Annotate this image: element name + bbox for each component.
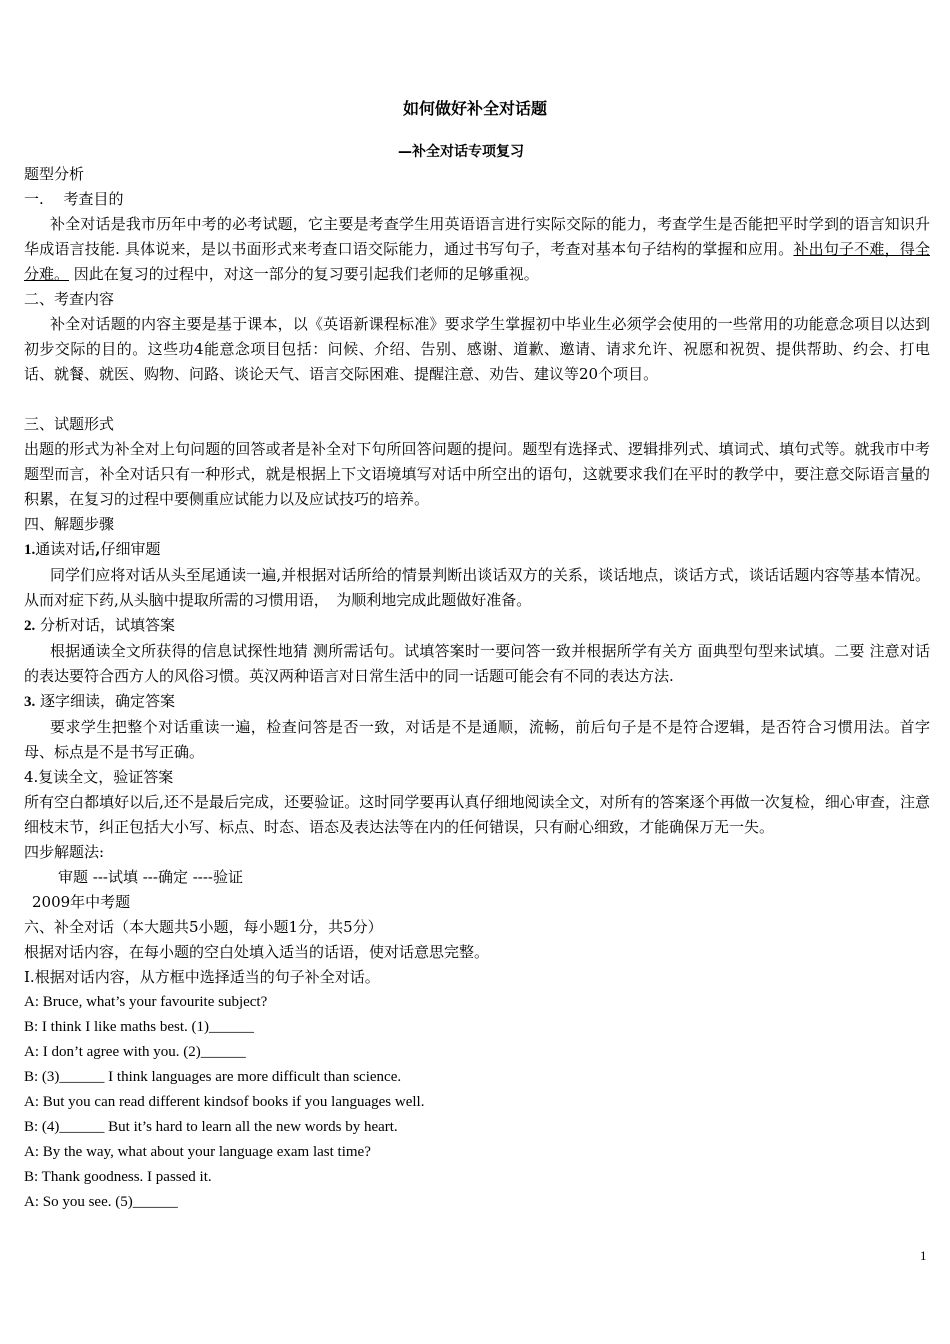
dialogue-line: A: Bruce, what’s your favourite subject? [24,994,268,1010]
exam-year: 2009年中考题 [32,893,131,911]
step-number: 3. [24,694,36,710]
dialogue-line: B: I think I like maths best. (1)______ [24,1019,254,1035]
step-title: 分析对话，试填答案 [35,616,176,634]
paragraph [24,212,930,287]
paragraph: 所有空白都填好以后,还不是最后完成，还要验证。这时同学要再认真仔细地阅读全文，对所有的答案逐个再做一次复检，细心审查，注意细枝末节，纠正包括大小写、标点、时态、语态及表达法等在内的任何错误，只有耐心细致，才能确保万无一失。 [24,793,930,836]
blank-line [24,387,930,412]
dialogue-line: A: So you see. (5)______ [24,1194,178,1210]
dialogue [24,990,930,1215]
paragraph: 同学们应将对话从头至尾通读一遍,并根据对话所给的情景判断出谈话双方的关系，谈话地点，谈话方式，谈话话题内容等基本情况。从而对症下药,从头脑中提取所需的习惯用语， 为顺利地完成此题做好准备。 [24,566,930,609]
step-heading: 4.复读全文，验证答案 [24,768,174,786]
dialogue-line: A: I don’t agree with you. (2)______ [24,1044,246,1060]
dialogue-line: B: Thank goodness. I passed it. [24,1169,212,1185]
step-number: 2. [24,618,36,634]
document-title: 如何做好补全对话题 [402,99,547,118]
step-title-sep: , [95,540,101,558]
section-heading: 题型分析 [24,165,85,183]
step-heading [24,689,930,715]
step-title: 逐字细读，确定答案 [35,692,176,710]
step-title: 仔细审题 [100,540,161,558]
section-heading: 二、考查内容 [24,290,115,308]
question-heading: 六、补全对话（本大题共5小题，每小题1分，共5分） [24,918,383,936]
dialogue-line: B: (4)______ But it’s hard to learn all the new words by heart. [24,1119,398,1135]
section-heading: 四、解题步骤 [24,515,115,533]
step-number: 1. [24,542,36,558]
step-title: 通读对话 [35,540,96,558]
paragraph: 补全对话题的内容主要是基于课本，以《英语新课程标准》要求学生掌握初中毕业生必须学会使用的一些常用的功能意念项目以达到初步交际的目的。这些功4能意念项目包括：问候、介绍、告别、感谢、道歉、邀请、请求允许、祝愿和祝贺、提供帮助、约会、打电话、就餐、就医、购物、问路、谈论天气、语言交际困难、提醒注意、劝告、建议等20个项目。 [24,315,930,383]
paragraph-text: 因此在复习的过程中，对这一部分的复习要引起我们老师的足够重视。 [69,265,539,283]
paragraph: 出题的形式为补全对上句问题的回答或者是补全对下句所回答问题的提问。题型有选择式、逻辑排列式、填词式、填句式等。就我市中考题型而言，补全对话只有一种形式，就是根据上下文语境填写对话中所空出的语句，这就要求我们在平时的教学中，要注意交际语言量的积累，在复习的过程中要侧重应试能力以及应试技巧的培养。 [24,440,930,508]
section-heading: 三、试题形式 [24,415,115,433]
underlined-text: 补出句子不难，得全分难。 [24,240,930,283]
step-heading [24,613,930,639]
document-body [24,162,930,1215]
paragraph-text: 补全对话是我市历年中考的必考试题，它主要是考查学生用英语语言进行实际交际的能力，考查学生是否能把平时学到的语言知识升华成语言技能. 具体说来，是以书面形式来考查口语交际能力，通过书写句子，考查对基本句子结构的掌握和应用。 [24,215,930,258]
document-subtitle: —补全对话专项复习 [398,144,524,160]
page-number: 1 [920,1248,927,1263]
four-steps-line: 审题 ---试填 ---确定 ----验证 [58,868,243,886]
section-heading: 一. 考查目的 [24,190,124,208]
paragraph: 要求学生把整个对话重读一遍，检查问答是否一致，对话是不是通顺，流畅，前后句子是不是符合逻辑，是否符合习惯用法。首字母、标点是不是书写正确。 [24,718,930,761]
paragraph: 根据通读全文所获得的信息试探性地猜 测所需话句。试填答案时一要问答一致并根据所学有关方 面典型句型来试填。二要 注意对话的表达要符合西方人的风俗习惯。英汉两种语言对日常生活中的同一话题可能会有不同的表达方法. [24,642,930,685]
section-heading: 四步解题法: [24,843,105,861]
question-instruction: 根据对话内容，在每小题的空白处填入适当的话语，使对话意思完整。 [24,943,490,961]
dialogue-line: B: (3)______ I think languages are more difficult than science. [24,1069,402,1085]
dialogue-line: A: By the way, what about your language exam last time? [24,1144,371,1160]
question-part: I.根据对话内容，从方框中选择适当的句子补全对话。 [24,968,380,986]
step-heading [24,537,930,563]
dialogue-line: A: But you can read different kindsof books if you languages well. [24,1094,425,1110]
